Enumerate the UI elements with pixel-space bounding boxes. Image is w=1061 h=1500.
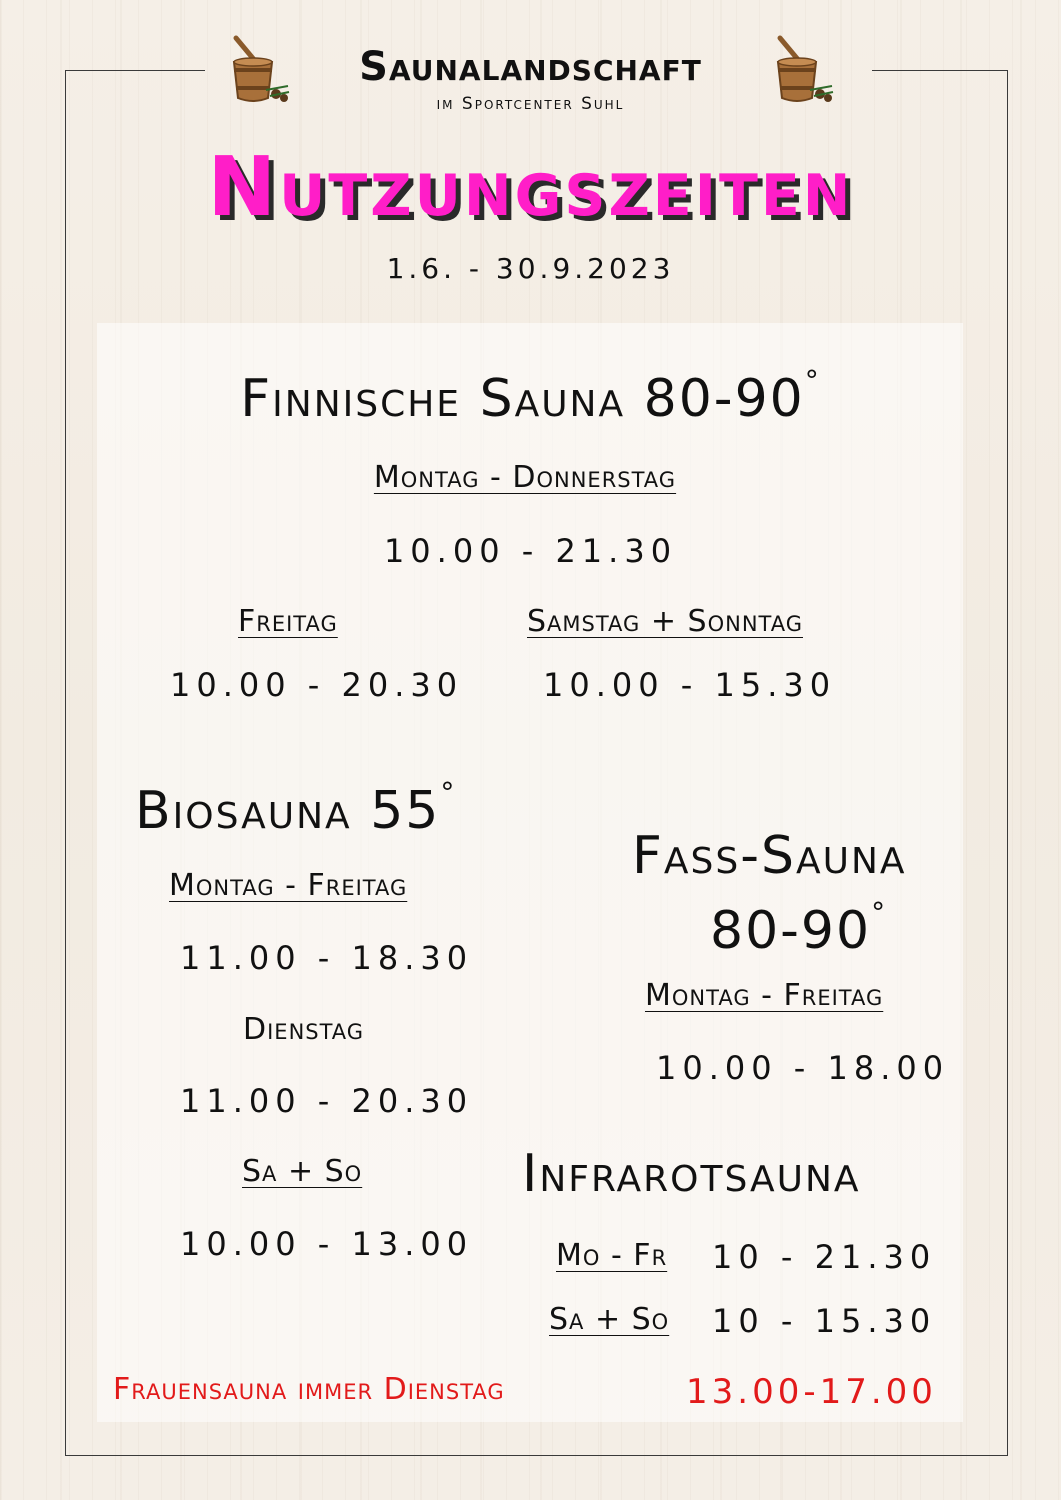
- fass-weekdays-label: Montag - Freitag: [645, 978, 884, 1013]
- fass-heading-line2: 80-90°: [710, 896, 888, 961]
- infrarot-heading: Infrarotsauna: [522, 1144, 861, 1204]
- infrarot-weekdays-label: Mo - Fr: [556, 1238, 668, 1273]
- biosauna-weekdays-time: 11.00 - 18.30: [180, 939, 474, 977]
- header-subtitle: im Sportcenter Suhl: [436, 94, 625, 114]
- finnische-weekend-label: Samstag + Sonntag: [527, 604, 803, 639]
- infrarot-weekend-time: 10 - 15.30: [712, 1302, 937, 1340]
- frauensauna-time: 13.00-17.00: [686, 1372, 937, 1412]
- page-title: Nutzungszeiten: [207, 140, 854, 235]
- finnische-heading: Finnische Sauna 80-90°: [240, 364, 821, 429]
- biosauna-weekdays-label: Montag - Freitag: [169, 868, 408, 903]
- finnische-weekdays-time: 10.00 - 21.30: [383, 532, 678, 570]
- frauensauna-note: Frauensauna immer Dienstag: [113, 1372, 505, 1407]
- finnische-friday-label: Freitag: [238, 604, 338, 639]
- fass-weekdays-time: 10.00 - 18.00: [656, 1049, 950, 1087]
- biosauna-heading: Biosauna 55°: [135, 776, 457, 841]
- biosauna-tuesday-label: Dienstag: [243, 1012, 365, 1047]
- biosauna-weekend-time: 10.00 - 13.00: [180, 1225, 474, 1263]
- frame-bottom: [65, 1455, 1008, 1456]
- header-title: Saunalandschaft: [359, 44, 702, 90]
- infrarot-weekdays-time: 10 - 21.30: [712, 1238, 937, 1276]
- biosauna-weekend-label: Sa + So: [242, 1154, 363, 1189]
- biosauna-tuesday-time: 11.00 - 20.30: [180, 1082, 474, 1120]
- finnische-friday-time: 10.00 - 20.30: [170, 666, 464, 704]
- date-range: 1.6. - 30.9.2023: [386, 252, 675, 285]
- finnische-weekend-time: 10.00 - 15.30: [543, 666, 837, 704]
- fass-heading-line1: Fass-Sauna: [632, 826, 907, 886]
- infrarot-weekend-label: Sa + So: [549, 1302, 670, 1337]
- finnische-weekdays-label: Montag - Donnerstag: [373, 460, 677, 495]
